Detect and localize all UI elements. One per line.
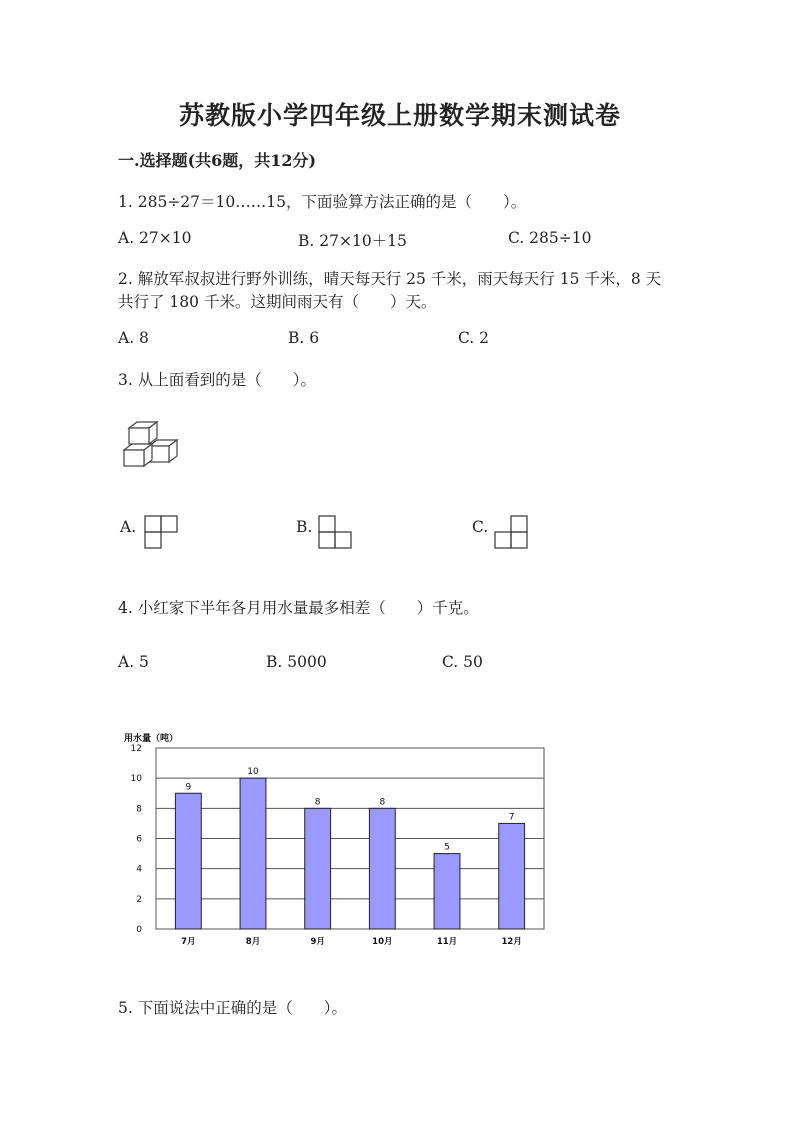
chart-data-label: 8 xyxy=(314,797,321,808)
chart-y-tick-label: 12 xyxy=(130,744,142,754)
q3-option-a-figure xyxy=(144,515,178,549)
q3-option-c: C. xyxy=(472,518,489,536)
question-4-text: 4. 小红家下半年各月用水量最多相差（ ）千克。 xyxy=(118,599,479,617)
q1-option-b: B. 27×10＋15 xyxy=(298,232,407,250)
q2-option-b: B. 6 xyxy=(288,329,320,347)
chart-data-label: 8 xyxy=(379,797,386,808)
water-usage-bar-chart xyxy=(118,728,558,958)
q4-option-b: B. 5000 xyxy=(266,653,327,671)
chart-grid xyxy=(156,748,544,929)
chart-y-tick-label: 2 xyxy=(136,894,142,905)
chart-bar xyxy=(305,808,331,929)
chart-bar xyxy=(240,778,266,929)
section-heading: 一.选择题(共6题，共12分) xyxy=(118,151,317,170)
question-1-text: 1. 285÷27＝10……15，下面验算方法正确的是（ ）。 xyxy=(118,193,527,211)
chart-y-tick-label: 4 xyxy=(136,864,142,875)
chart-x-tick-label: 10月 xyxy=(372,937,393,947)
q2-option-c: C. 2 xyxy=(458,329,490,347)
question-2-text-line2: 共行了 180 千米。这期间雨天有（ ）天。 xyxy=(118,293,437,311)
chart-bars xyxy=(175,767,524,929)
chart-x-tick-label: 12月 xyxy=(501,937,522,947)
chart-bar xyxy=(434,854,460,929)
chart-x-tick-label: 7月 xyxy=(181,937,196,947)
q3-option-b: B. xyxy=(296,518,313,536)
chart-data-label: 10 xyxy=(247,767,259,778)
q1-option-c: C. 285÷10 xyxy=(508,229,592,247)
chart-x-tick-label: 8月 xyxy=(245,937,261,947)
chart-y-tick-label: 6 xyxy=(136,834,142,845)
q3-option-b-figure xyxy=(318,515,352,549)
chart-bar xyxy=(369,808,395,929)
q1-option-a: A. 27×10 xyxy=(118,229,192,247)
chart-x-tick-label: 9月 xyxy=(310,937,325,947)
q2-option-a: A. 8 xyxy=(118,329,149,347)
q3-option-a: A. xyxy=(120,518,137,536)
chart-x-tick-label: 11月 xyxy=(436,937,458,947)
page-title: 苏教版小学四年级上册数学期末测试卷 xyxy=(178,101,621,130)
chart-y-tick-label: 0 xyxy=(136,925,142,935)
chart-data-label: 5 xyxy=(444,842,450,853)
chart-y-axis-label: 用水量（吨） xyxy=(124,734,179,744)
question-3-text: 3. 从上面看到的是（ ）。 xyxy=(118,371,316,389)
q3-option-c-figure xyxy=(494,515,528,549)
chart-y-ticks xyxy=(131,744,143,935)
chart-y-tick-label: 8 xyxy=(136,804,142,815)
chart-y-tick-label: 10 xyxy=(130,774,142,785)
question-5-text: 5. 下面说法中正确的是（ ）。 xyxy=(118,999,347,1017)
chart-x-ticks xyxy=(181,937,522,947)
q4-option-a: A. 5 xyxy=(118,653,149,671)
chart-bar xyxy=(175,793,201,929)
q4-option-c: C. 50 xyxy=(442,653,483,671)
chart-bar xyxy=(499,823,525,929)
chart-data-label: 9 xyxy=(185,782,192,793)
cube-stack-figure xyxy=(120,420,182,468)
chart-data-label: 7 xyxy=(508,812,515,823)
question-2-text-line1: 2. 解放军叔叔进行野外训练，晴天每天行 25 千米，雨天每天行 15 千米，8 天 xyxy=(118,270,662,288)
